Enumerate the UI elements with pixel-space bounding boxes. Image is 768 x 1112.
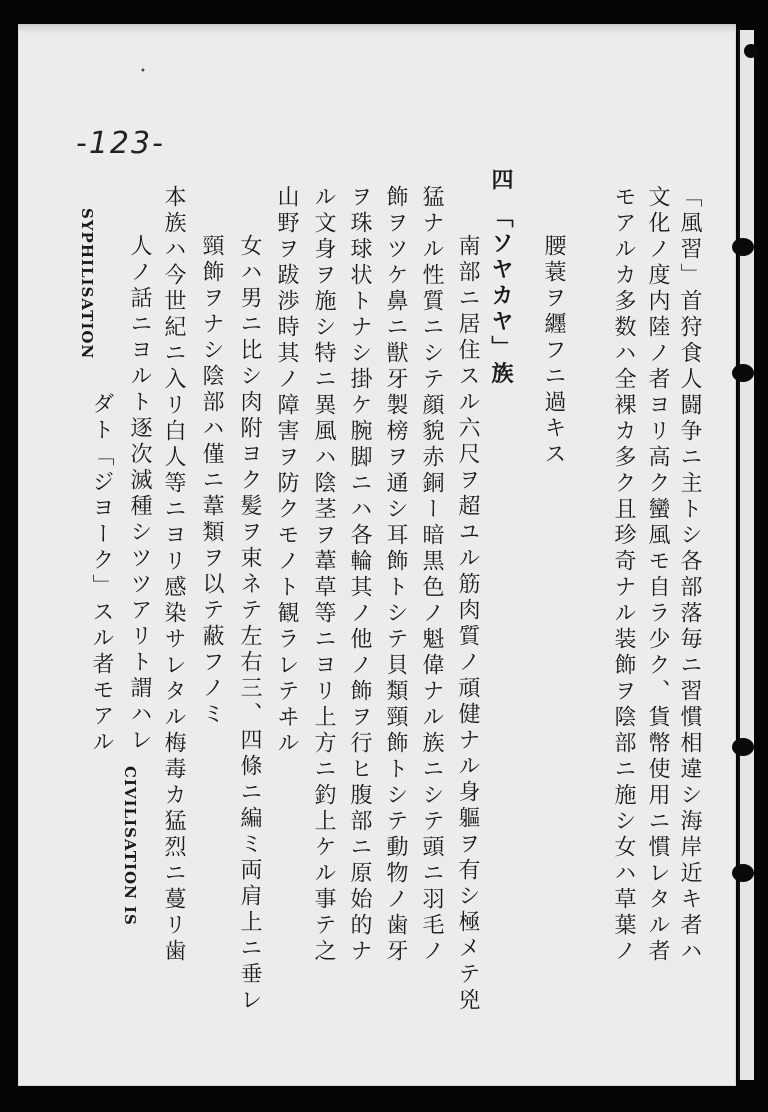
text-column: 腰蓑ヲ纒フニ過キス	[541, 234, 566, 468]
handwritten-page-number: -123-	[76, 126, 165, 161]
annotation-syphilisation: SYPHILISATION	[78, 208, 96, 360]
text-column: 人ノ話ニヨルト逐次滅種シツツアリト謂ハレ	[127, 234, 152, 754]
text-column: 「風習」首狩食人闘争ニ主トシ各部落毎ニ習慣相違シ海岸近キ者ハ	[677, 185, 702, 965]
binding-hole	[732, 864, 754, 882]
page-edge-shading	[18, 24, 736, 34]
speck: •	[140, 66, 146, 77]
text-column: モアルカ多数ハ全裸カ多ク且珍奇ナル装飾ヲ陰部ニ施シ女ハ草葉ノ	[611, 185, 636, 965]
binding-hole	[744, 44, 758, 58]
text-column: 本族ハ今世紀ニ入リ白人等ニヨリ感染サレタル梅毒カ猛烈ニ蔓リ歯	[161, 185, 186, 965]
annotation-civilisation: CIVILISATION IS	[121, 766, 139, 926]
text-column: 女ハ男ニ比シ肉附ヨク髪ヲ束ネテ左右三、四條ニ編ミ両肩上ニ垂レ	[237, 234, 262, 1014]
binding-spine	[738, 30, 754, 1080]
text-column: 猛ナル性質ニシテ顔貌赤銅ー暗黒色ノ魁偉ナル族ニシテ頭ニ羽毛ノ	[419, 185, 444, 965]
text-column: ル文身ヲ施シ特ニ異風ハ陰茎ヲ葦草等ニヨリ上方ニ釣上ケル事テ之	[311, 185, 336, 965]
text-column: 文化ノ度内陸ノ者ヨリ高ク蠻風モ自ラ少ク、貨幣使用ニ慣レタル者	[645, 185, 670, 965]
text-column: ダト「ジヨーク」スル者モアル	[89, 392, 114, 756]
text-column: 飾ヲツケ鼻ニ獣牙製榜ヲ通シ耳飾トシテ貝類頸飾トシテ動物ノ歯牙	[383, 185, 408, 965]
binding-hole	[732, 738, 754, 756]
text-column: 山野ヲ跋渉時其ノ障害ヲ防クモノト観ラレテヰル	[274, 185, 299, 757]
binding-hole	[732, 238, 754, 256]
section-heading: 四 「ソヤカヤ」族	[488, 168, 514, 388]
text-column: 頸飾ヲナシ陰部ハ僅ニ葦類ヲ以テ蔽フノミ	[199, 234, 224, 728]
binding-hole	[732, 364, 754, 382]
text-column: ヲ珠球状トナシ掛ケ腕脚ニハ各輪其ノ他ノ飾ヲ行ヒ腹部ニ原始的ナ	[347, 185, 372, 965]
text-column: 南部ニ居住スル六尺ヲ超ユル筋肉質ノ頑健ナル身軀ヲ有シ極メテ兇	[455, 234, 480, 1014]
